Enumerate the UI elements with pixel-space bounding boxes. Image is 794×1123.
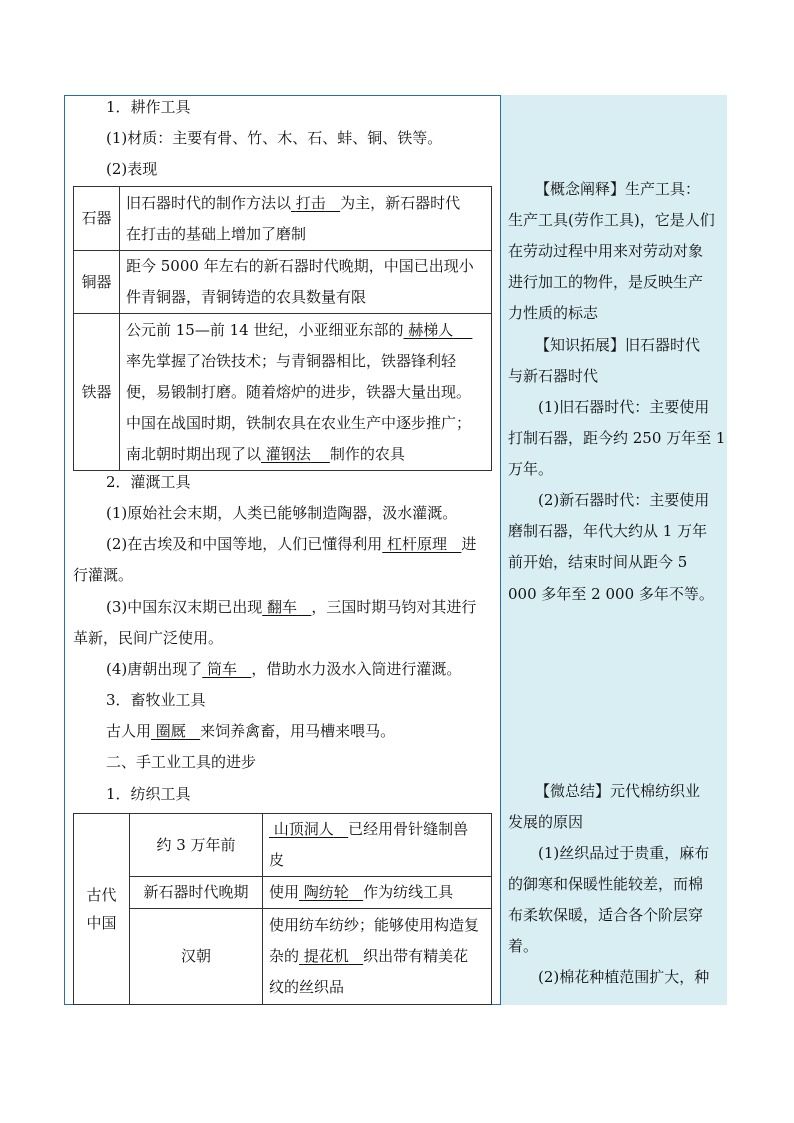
- period-cell: 新石器时代晚期: [130, 877, 263, 909]
- desc-cell: 使用 陶纺轮 作为纺线工具: [263, 877, 492, 909]
- table-row: [74, 314, 492, 471]
- table-row: [74, 814, 492, 877]
- table-row: [74, 187, 492, 251]
- desc-cell: 山顶洞人 已经用骨针缝制兽 皮: [263, 814, 492, 877]
- extension-line: 打制石器，距今约 250 万年至 1: [508, 429, 726, 447]
- summary-line: 的御寒和保暖性能较差，而棉: [508, 875, 704, 893]
- irrigation-p2: (2)在古埃及和中国等地，人们已懂得利用 杠杆原理 进: [106, 535, 477, 553]
- extension-line: (2)新石器时代：主要使用: [538, 491, 710, 509]
- tool-label-stone: 石器: [74, 187, 120, 251]
- extension-line: (1)旧石器时代：主要使用: [538, 398, 710, 416]
- period-cell: 约 3 万年前: [130, 814, 263, 877]
- husbandry-text: 古人用 圈厩 来饲养禽畜，用马槽来喂马。: [106, 722, 396, 740]
- irrigation-p4: (4)唐朝出现了 筒车 ，借助水力汲水入筒进行灌溉。: [106, 660, 462, 678]
- irrigation-p2-cont: 行灌溉。: [73, 566, 134, 584]
- extension-box-head: 【知识拓展】旧石器时代: [535, 336, 701, 354]
- irrigation-p1: (1)原始社会末期，人类已能够制造陶器，汲水灌溉。: [106, 504, 458, 522]
- summary-line: (1)丝织品过于贵重，麻布: [538, 844, 710, 862]
- desc-cell: 使用纺车纺纱；能够使用构造复 杂的 提花机 织出带有精美花 纹的丝织品: [263, 909, 492, 1005]
- textile-table: [73, 813, 492, 1005]
- table-row: [74, 909, 492, 1005]
- summary-line: 布柔软保暖，适合各个阶层穿: [508, 906, 704, 924]
- tool-desc-iron: 公元前 15—前 14 世纪，小亚细亚东部的 赫梯人 率先掌握了冶铁技术；与青铜器相比，铁器锋利轻 便，易锻制打磨。随着熔炉的进步，铁器大量出现。 中国在战国时期，铁制农具在农业生产中逐步推广； 南北朝时期出现了以 灌钢法 制作的农具: [120, 314, 492, 471]
- concept-line: 力性质的标志: [508, 304, 599, 322]
- extension-line: 前开始，结束时间从距今 5: [508, 553, 688, 571]
- tool-desc-stone: 旧石器时代的制作方法以 打击 为主，新石器时代 在打击的基础上增加了磨制: [120, 187, 492, 251]
- concept-line: 在劳动过程中用来对劳动对象: [508, 242, 704, 260]
- table-row: [74, 877, 492, 909]
- irrigation-p3: (3)中国东汉末期已出现 翻车 ，三国时期马钧对其进行: [106, 598, 477, 616]
- summary-box-head: 【微总结】元代棉纺织业: [535, 782, 701, 800]
- concept-line: 生产工具(劳作工具)，它是人们: [508, 211, 715, 229]
- table-row: [74, 251, 492, 314]
- sidebar-panel: [500, 95, 727, 1005]
- extension-line: 与新石器时代: [508, 367, 599, 385]
- tool-label-bronze: 铜器: [74, 251, 120, 314]
- textile-title: 1．纺织工具: [106, 785, 191, 803]
- irrigation-p3-cont: 革新，民间广泛使用。: [73, 629, 224, 647]
- concept-box-head: 【概念阐释】生产工具：: [535, 180, 701, 198]
- group-label: 古代 中国: [74, 814, 130, 1005]
- material-text: (1)材质：主要有骨、竹、木、石、蚌、铜、铁等。: [106, 129, 443, 147]
- section-3-title: 3．畜牧业工具: [106, 691, 206, 709]
- period-cell: 汉朝: [130, 909, 263, 1005]
- extension-line: 万年。: [508, 460, 554, 478]
- summary-line: 发展的原因: [508, 813, 584, 831]
- section-2-title: 2．灌溉工具: [106, 473, 191, 491]
- tool-label-iron: 铁器: [74, 314, 120, 471]
- tools-table: [73, 186, 492, 471]
- section-handicraft-title: 二、手工业工具的进步: [106, 753, 257, 771]
- concept-line: 进行加工的物件，是反映生产: [508, 273, 704, 291]
- tool-desc-bronze: 距今 5000 年左右的新石器时代晚期，中国已出现小 件青铜器，青铜铸造的农具数量有限: [120, 251, 492, 314]
- summary-line: 着。: [508, 937, 539, 955]
- extension-line: 000 多年至 2 000 多年不等。: [508, 585, 714, 603]
- section-1-title: 1．耕作工具: [106, 98, 191, 116]
- summary-line: (2)棉花种植范围扩大，种: [538, 968, 710, 986]
- extension-line: 磨制石器，年代大约从 1 万年: [508, 522, 708, 540]
- performance-label: (2)表现: [106, 160, 158, 178]
